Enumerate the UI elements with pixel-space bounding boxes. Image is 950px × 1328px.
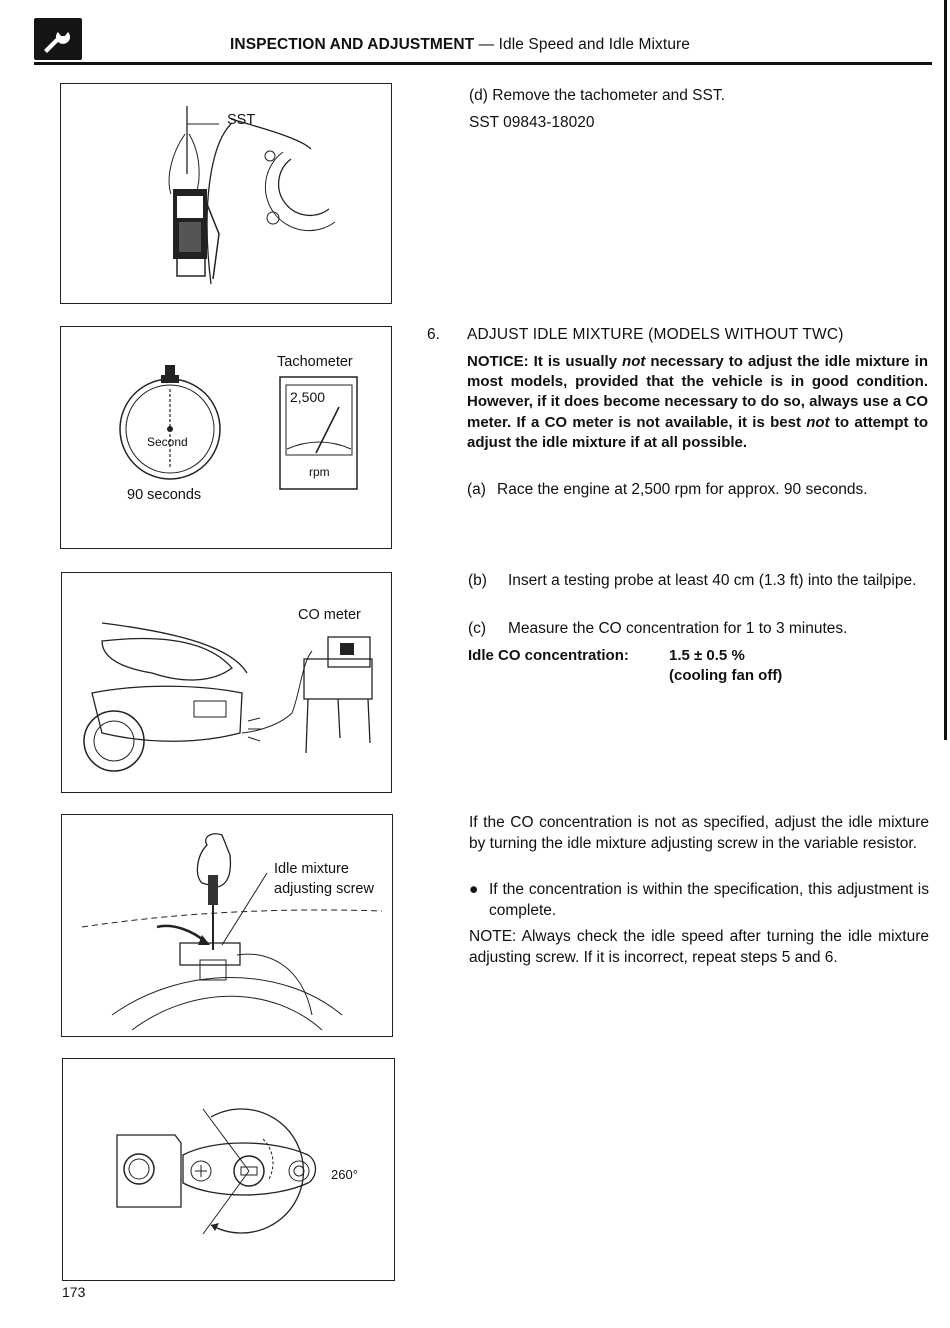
spec-value: 1.5 ± 0.5 % [669,647,745,664]
step-a-label: (a) [467,481,486,498]
step-b-text: Insert a testing probe at least 40 cm (1.3 ft) into the tailpipe. [508,572,917,589]
label-260-degrees: 260° [331,1167,358,1182]
label-co-meter: CO meter [298,607,361,623]
header-title-rest: — Idle Speed and Idle Mixture [474,36,691,53]
step-d-remove: (d) Remove the tachometer and SST. [469,87,725,104]
tachometer-unit: rpm [309,465,330,479]
page-header-title [230,36,690,54]
page-edge-rule [944,0,947,740]
section-6-number: 6. [427,326,440,343]
notice-part-2: necessary to adjust the idle mixture in most models, provided that the vehicle is in good condition. However, if it does become necessary to do so, always use a CO meter. If a CO meter is not available, it is best [467,353,928,431]
stopwatch-dial-text: Second [147,435,188,449]
step-a-text: Race the engine at 2,500 rpm for approx. 90 seconds. [497,481,868,498]
step-d-sst-number: SST 09843-18020 [469,114,595,131]
spec-note: (cooling fan off) [669,667,783,684]
spec-label: Idle CO concentration: [468,647,629,664]
tachometer-reading: 2,500 [290,389,326,405]
figure-tachometer-stopwatch [60,326,392,549]
step-c-text: Measure the CO concentration for 1 to 3 minutes. [508,620,848,637]
figure-co-meter [61,572,392,793]
figure-sst-connection [60,83,392,304]
label-90-seconds: 90 seconds [127,487,202,503]
notice-emphasis-1: not [622,353,646,370]
step-c-label: (c) [468,620,487,637]
label-idle-mixture: Idle mixture [274,861,349,877]
page-number: 173 [62,1284,86,1300]
figure-screw-rotation [62,1058,395,1281]
notice-part-1: NOTICE: It is usually [467,353,623,370]
bullet-within-spec: If the concentration is within the specification, this adjustment is complete. [489,881,929,919]
bullet-dot: ● [469,881,479,898]
note-paragraph: NOTE: Always check the idle speed after turning the idle mixture adjusting screw. If it is incorrect, repeat steps 5 and 6. [469,928,929,966]
notice-part-3: to attempt to adjust the idle mixture if at all possible. [467,413,928,451]
paragraph-if-not-specified: If the CO concentration is not as specified, adjust the idle mixture by turning the idle mixture adjusting screw in the variable resistor. [469,814,929,852]
step-b-label: (b) [468,572,487,589]
notice-paragraph [467,352,928,453]
wrench-icon [34,18,82,60]
section-6-title: ADJUST IDLE MIXTURE (MODELS WITHOUT TWC) [467,326,844,343]
header-title-bold: INSPECTION AND ADJUSTMENT [230,36,475,53]
header-divider [34,62,932,65]
label-tachometer: Tachometer [277,354,353,370]
notice-emphasis-2: not [806,413,830,431]
label-sst: SST [227,112,256,128]
figure-idle-mixture-screw [61,814,393,1037]
label-adjusting-screw: adjusting screw [274,881,374,897]
